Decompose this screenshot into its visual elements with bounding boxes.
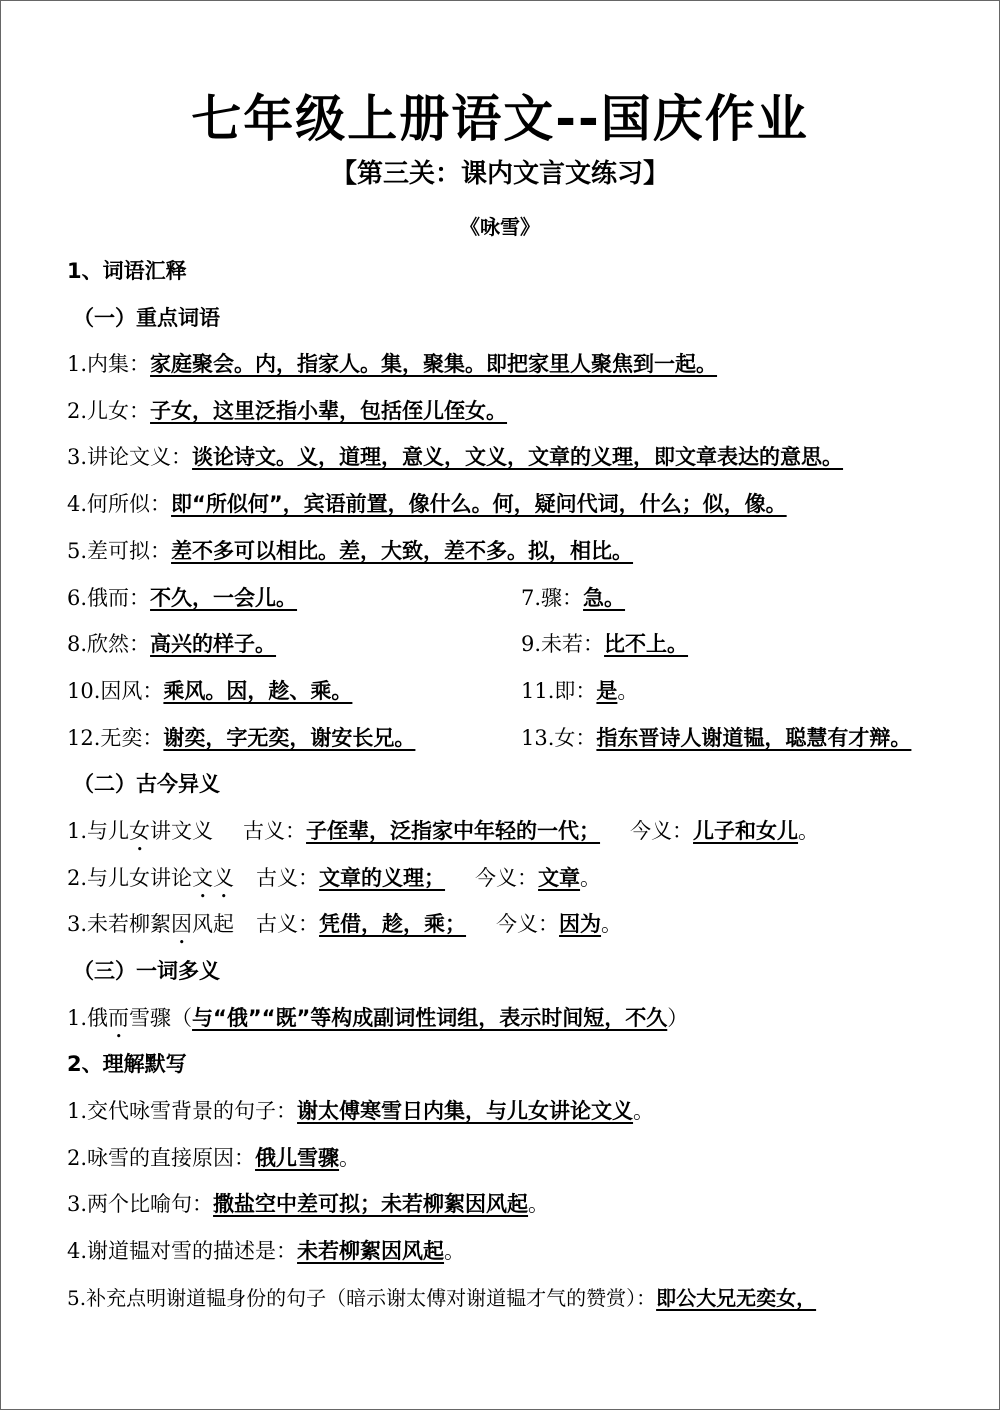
answer: 比不上。 — [604, 632, 689, 656]
vocab-item: 6.俄而：不久，一会儿。 — [67, 586, 298, 610]
answer: 谢奕，字无奕，谢安长兄。 — [163, 726, 416, 750]
answer: 未若柳絮因风起 — [297, 1239, 445, 1263]
polysemy-item: 1.俄而雪骤（与“俄”“既”等构成副词性词组，表示时间短，不久） — [67, 1006, 689, 1030]
document-title: 七年级上册语文--国庆作业 — [191, 90, 809, 148]
answer: 即“所似何”，宾语前置，像什么。何，疑问代词，什么；似，像。 — [171, 492, 787, 516]
vocab-item: 9.未若：比不上。 — [521, 632, 689, 656]
vocab-item: 8.欣然：高兴的样子。 — [67, 632, 277, 656]
dictation-item: 1.交代咏雪背景的句子：谢太傅寒雪日内集，与儿女讲论文义。 — [67, 1099, 655, 1123]
vocab-item: 1.内集：家庭聚会。内，指家人。集，聚集。即把家里人聚焦到一起。 — [67, 352, 718, 376]
vocab-item: 4.何所似：即“所似何”，宾语前置，像什么。何，疑问代词，什么；似，像。 — [67, 492, 787, 516]
answer: 差不多可以相比。差，大致，差不多。拟，相比。 — [171, 539, 634, 563]
answer: 谈论诗文。义，道理，意义，文义，文章的义理，即文章表达的意思。 — [192, 445, 844, 469]
subsection-heading: （二）古今异义 — [73, 772, 220, 796]
answer: 文章的义理； — [319, 866, 446, 890]
vocab-item: 5.差可拟：差不多可以相比。差，大致，差不多。拟，相比。 — [67, 539, 634, 563]
answer: 是 — [596, 679, 618, 703]
subsection-heading: （一）重点词语 — [73, 306, 220, 330]
answer: 文章 — [538, 866, 581, 890]
section-heading: 2、理解默写 — [67, 1052, 187, 1076]
answer: 凭借，趁，乘； — [319, 912, 467, 936]
dictation-item: 2.咏雪的直接原因：俄儿雪骤。 — [67, 1146, 361, 1170]
answer: 谢太傅寒雪日内集，与儿女讲论文义 — [297, 1099, 634, 1123]
answer: 不久，一会儿。 — [150, 586, 298, 610]
gujin-item: 3.未若柳絮因风起 古义：凭借，趁，乘； 今义：因为。 — [67, 912, 623, 936]
answer: 高兴的样子。 — [150, 632, 277, 656]
answer: 撒盐空中差可拟；未若柳絮因风起 — [213, 1192, 529, 1216]
answer: 子女，这里泛指小辈，包括侄儿侄女。 — [150, 399, 508, 423]
poem-title: 《咏雪》 — [460, 215, 540, 239]
answer: 因为 — [559, 912, 602, 936]
answer: 急。 — [583, 586, 626, 610]
section-subtitle: 【第三关：课内文言文练习】 — [330, 159, 669, 189]
dictation-item: 5.补充点明谢道韫身份的句子（暗示谢太傅对谢道韫才气的赞赏）：即公大兄无奕女， — [67, 1286, 817, 1310]
gujin-item: 2.与儿女讲论文义 古义：文章的义理； 今义：文章。 — [67, 866, 602, 890]
answer: 儿子和女儿 — [693, 819, 799, 843]
answer: 与“俄”“既”等构成副词性词组，表示时间短，不久 — [192, 1006, 668, 1030]
answer: 乘风。因，趁、乘。 — [163, 679, 353, 703]
vocab-item: 3.讲论文义：谈论诗文。义，道理，意义，文义，文章的义理，即文章表达的意思。 — [67, 445, 844, 469]
dictation-item: 3.两个比喻句：撒盐空中差可拟；未若柳絮因风起。 — [67, 1192, 550, 1216]
vocab-item: 13.女：指东晋诗人谢道韫，聪慧有才辩。 — [521, 726, 912, 750]
dictation-item: 4.谢道韫对雪的描述是：未若柳絮因风起。 — [67, 1239, 466, 1263]
answer: 即公大兄无奕女， — [656, 1286, 817, 1310]
answer: 俄儿雪骤 — [255, 1146, 340, 1170]
vocab-item: 11.即：是。 — [521, 679, 639, 703]
gujin-item: 1.与儿女讲文义 古义：子侄辈，泛指家中年轻的一代； 今义：儿子和女儿。 — [67, 819, 820, 843]
section-heading: 1、词语汇释 — [67, 259, 187, 283]
answer: 指东晋诗人谢道韫，聪慧有才辩。 — [596, 726, 912, 750]
subsection-heading: （三）一词多义 — [73, 959, 220, 983]
vocab-item: 2.儿女：子女，这里泛指小辈，包括侄儿侄女。 — [67, 399, 508, 423]
answer: 家庭聚会。内，指家人。集，聚集。即把家里人聚焦到一起。 — [150, 352, 718, 376]
vocab-item: 7.骤：急。 — [521, 586, 626, 610]
answer: 子侄辈，泛指家中年轻的一代； — [306, 819, 601, 843]
vocab-item: 10.因风：乘风。因，趁、乘。 — [67, 679, 353, 703]
vocab-item: 12.无奕：谢奕，字无奕，谢安长兄。 — [67, 726, 416, 750]
